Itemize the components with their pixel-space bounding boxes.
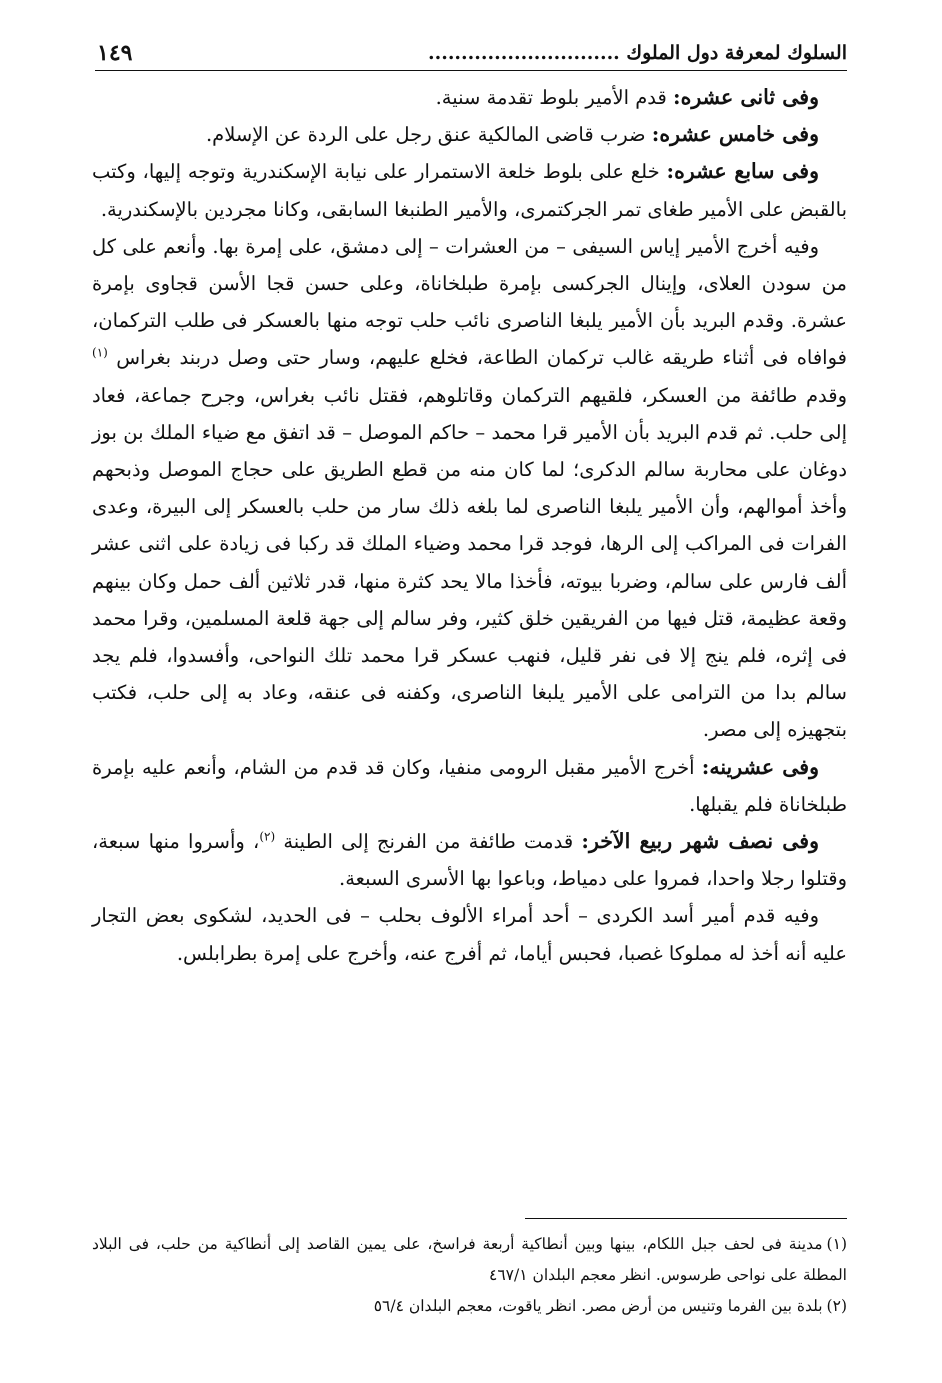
main-text [92, 79, 847, 972]
running-header [95, 40, 847, 71]
footnote-2 [92, 1291, 847, 1322]
paragraph-lead: وفى سابع عشره: [666, 159, 819, 184]
paragraph-text: وفيه قدم أمير أسد الكردى – أحد أمراء الألوف بحلب – فى الحديد، لشكوى بعض التجار عليه أنه أخذ له مملوكا غصبا، فحبس أياما، ثم أفرج عنه، وأخرج على إمرة بطرابلس. [92, 904, 847, 965]
paragraph-text: ضرب قاضى المالكية عنق رجل على الردة عن الإسلام. [205, 123, 652, 147]
paragraph-5 [92, 749, 847, 823]
footnote-text: بلدة بين الفرما وتنيس من أرض مصر. انظر ياقوت، معجم البلدان ٥٦/٤ [373, 1297, 823, 1315]
paragraph-7 [92, 897, 847, 971]
footnote-number: (٢) [826, 1297, 847, 1315]
paragraph-text: أخرج الأمير مقبل الرومى منفيا، وكان قد قدم من الشام، وأنعم عليه بإمرة طبلخاناة فلم يقبلها. [92, 755, 847, 816]
page-number: ١٤٩ [97, 40, 133, 66]
paragraph-text: وقدم طائفة من العسكر، فلقيهم التركمان وقاتلوهم، فقتل نائب بغراس، وجرح جماعة، فعاد إلى حلب. ثم قدم البريد بأن الأمير قرا محمد – حاكم الموصل – قد اتفق مع ضياء الملك بن بوز دوغان على محاربة سالم الدكرى؛ لما كان منه من قطع الطريق على حجاج الموصل وذبحهم وأخذ أموالهم، وأن الأمير يلبغا الناصرى لما بلغه ذلك سار من حلب بالعسكر إلى البيرة، وعدى الفرات فى المراكب إلى الرها، فوجد قرا محمد وضياء الملك قد ركبا فى زيادة على اثنى عشر ألف فارس على سالم، وضربا بيوته، فأخذا مالا يحد كثرة منها، قدر ثلاثين ألف حمل وكان بينهم وقعة عظيمة، قتل فيها من الفريقين خلق كثير، وفر سالم إلى جهة قلعة المسلمين، وقرا محمد فى إثره، فلم ينج إلا فى نفر قليل، فنهب عسكر قرا محمد تلك النواحى، وأفسدوا، فلم يجد سالم بدا من الترامى على الأمير يلبغا الناصرى، وكفنه فى عنقه، وعاد به إلى حلب، فكتب بتجهيزه إلى مصر. [92, 383, 847, 742]
paragraph-text: قدم الأمير بلوط تقدمة سنية. [435, 86, 674, 109]
paragraph-3 [92, 153, 847, 227]
paragraph-text: قدمت طائفة من الفرنج إلى الطينة [275, 830, 582, 854]
paragraph-text: ، وأسروا منها سبعة، وقتلوا رجلا واحدا، فمروا على دمياط، وباعوا بها الأسرى السبعة. [92, 830, 847, 891]
footnote-ref-1[interactable]: (١) [92, 345, 108, 360]
paragraph-lead: وفى نصف شهر ربيع الآخر: [581, 829, 819, 854]
paragraph-lead: وفى خامس عشره: [651, 122, 819, 147]
paragraph-6 [92, 823, 847, 897]
footnote-number: (١) [826, 1235, 847, 1253]
footnotes [92, 1229, 847, 1322]
footnote-separator [525, 1218, 847, 1219]
footnote-text: مدينة فى لحف جبل اللكام، بينها وبين أنطاكية أربعة فراسخ، على يمين القاصد إلى أنطاكية من حلب، فى البلاد المطلة على نواحى طرسوس. انظر معجم البلدان ٤٦٧/١ [92, 1235, 847, 1284]
footnote-1 [92, 1229, 847, 1291]
book-title: السلوك لمعرفة دول الملوك ............................. [427, 42, 847, 64]
footnote-ref-2[interactable]: (٢) [259, 829, 276, 844]
paragraph-text: خلع على بلوط خلعة الاستمرار على نيابة الإسكندرية وتوجه إليها، وكتب بالقبض على الأمير طغاى تمر الجركتمرى، والأمير الطنبغا السابقى، وكانا مجردين بالإسكندرية. [92, 160, 847, 221]
paragraph-4 [92, 228, 847, 749]
paragraph-text: وفيه أخرج الأمير إياس السيفى – من العشرات – إلى دمشق، على إمرة بها. وأنعم على كل من سودن العلاى، وإينال الجركسى بإمرة طبلخاناة، وعلى حسن قجا الأسن قجاوى بإمرة عشرة. وقدم البريد بأن الأمير يلبغا الناصرى نائب حلب توجه منها بالعسكر فى طلب التركمان، فوافاه فى أثناء طريقه غالب تركمان الطاعة، فخلع عليهم، وسار حتى وصل دربند بغراس [92, 234, 847, 370]
paragraph-2 [92, 116, 847, 153]
paragraph-lead: وفى عشرينه: [701, 754, 819, 779]
paragraph-lead: وفى ثانى عشره: [673, 85, 819, 109]
paragraph-1 [92, 79, 847, 116]
